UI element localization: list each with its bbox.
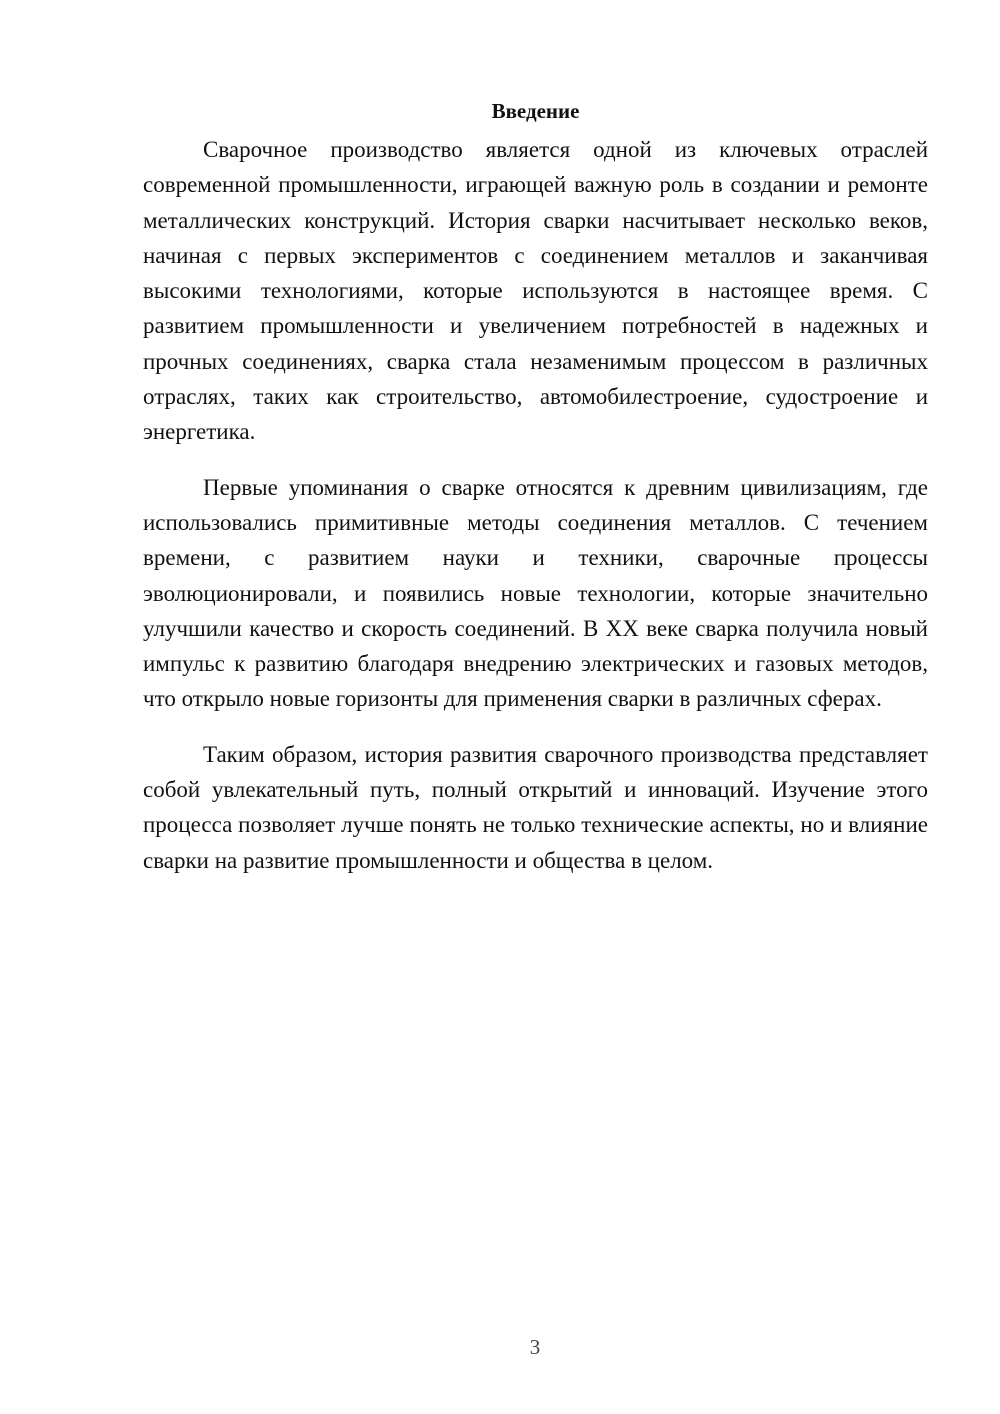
- page-content: [143, 96, 928, 898]
- paragraph-1: Сварочное производство является одной из ключевых отраслей современной промышленности, играющей важную роль в создании и ремонте металлических конструкций. История сварки насчитывает несколько веков, начиная с первых экспериментов с соединением металлов и заканчивая высокими технологиями, которые используются в настоящее время. С развитием промышленности и увеличением потребностей в надежных и прочных соединениях, сварка стала незаменимым процессом в различных отраслях, таких как строительство, автомобилестроение, судостроение и энергетика.: [143, 137, 928, 445]
- section-title: Введение: [491, 99, 580, 123]
- page-number: 3: [529, 1335, 541, 1359]
- paragraph-3: Таким образом, история развития сварочного производства представляет собой увлекательный путь, полный открытий и инноваций. Изучение этого процесса позволяет лучше понять не только технические аспекты, но и влияние сварки на развитие промышленности и общества в целом.: [143, 741, 928, 873]
- paragraph-2: Первые упоминания о сварке относятся к древним цивилизациям, где использовались примитивные методы соединения металлов. С течением времени, с развитием науки и техники, сварочные процессы эволюционировали, и появились новые технологии, которые значительно улучшили качество и скорость соединений. В XX веке сварка получила новый импульс к развитию благодаря внедрению электрических и газовых методов, что открыло новые горизонты для применения сварки в различных сферах.: [143, 474, 928, 712]
